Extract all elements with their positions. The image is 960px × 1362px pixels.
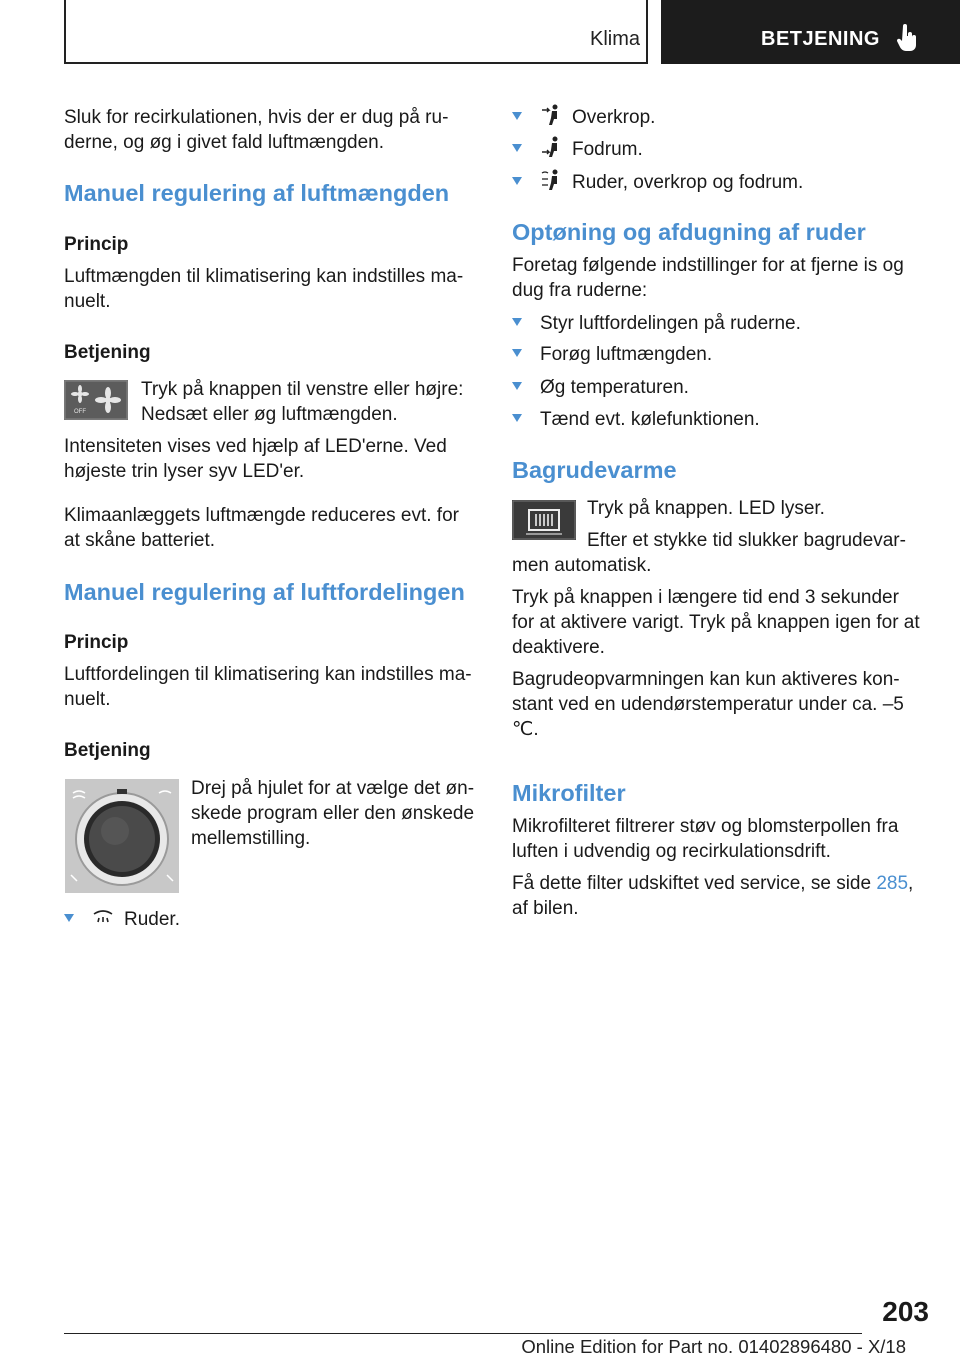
microfilter-p2 — [512, 871, 922, 921]
list-item — [512, 170, 803, 195]
subheading-betjening-2: Betjening — [64, 740, 151, 761]
subheading-betjening-1: Betjening — [64, 342, 151, 363]
intro-paragraph: Sluk for recirkulationen, hvis der er dug på ru‐derne, og øg i givet fald luftmængden. — [64, 107, 449, 153]
bullet-fodrum-label: Fodrum. — [572, 139, 643, 160]
bullet-triangle-icon — [512, 112, 522, 120]
windshield-icon — [92, 906, 114, 928]
list-item — [512, 342, 712, 367]
list-item — [512, 407, 760, 432]
heading-rear-window-heating: Bagrudevarme — [512, 457, 677, 483]
microfilter-p2-end: af bilen. — [512, 898, 579, 919]
fan-off-label: OFF — [74, 409, 86, 415]
heading-defrost: Optøning og afdugning af ruder — [512, 219, 866, 245]
footer-divider — [64, 1333, 862, 1334]
windshield-body-footwell-icon — [540, 169, 562, 191]
princip-1-text: Luftmængden til klimatisering kan indstilles ma‐nuelt. — [64, 266, 464, 312]
page-number: 203 — [882, 1296, 929, 1327]
chapter-title: BETJENING — [761, 28, 880, 50]
bullet-triangle-icon — [512, 349, 522, 357]
bullet-overkrop-label: Overkrop. — [572, 107, 656, 128]
bullet-triangle-icon — [512, 382, 522, 390]
betjening-1-text: Tryk på knappen til venstre eller højre: Nedsæt eller øg luftmængden. — [141, 379, 464, 425]
princip-2-text: Luftfordelingen til klimatisering kan indstilles ma‐nuelt. — [64, 664, 472, 710]
defrost-item-4: Tænd evt. kølefunktionen. — [540, 409, 760, 430]
fan-button-image — [64, 380, 128, 420]
subheading-princip-2: Princip — [64, 632, 129, 653]
rear-heating-p3: Tryk på knappen i længere tid end 3 sekunder for at aktivere varigt. Tryk på knappen igen for at deaktivere. — [512, 587, 920, 658]
defrost-item-2: Forøg luftmængden. — [540, 344, 713, 365]
defrost-item-1: Styr luftfordelingen på ruderne. — [540, 313, 801, 334]
bullet-triangle-icon — [64, 914, 74, 922]
led-paragraph: Intensiteten vises ved hjælp af LED'erne. Ved højeste trin lyser syv LED'er. — [64, 436, 447, 482]
hand-pointer-icon — [897, 24, 919, 57]
rear-heating-p1: Tryk på knappen. LED lyser. — [587, 498, 825, 519]
microfilter-p1: Mikrofilteret filtrerer støv og blomsterpollen fra luften i udvendig og recirkulationsdrift. — [512, 816, 899, 862]
header-section-title: Klima — [589, 28, 640, 50]
microfilter-p2-comma: , — [908, 873, 914, 894]
footer-edition-text: Online Edition for Part no. 01402896480 - X/18 — [521, 1336, 906, 1357]
battery-paragraph: Klimaanlæggets luftmængde reduceres evt. for at skåne batteriet. — [64, 505, 459, 551]
bullet-triangle-icon — [512, 414, 522, 422]
microfilter-p2-text: Få dette filter udskiftet ved service, se side — [512, 873, 877, 894]
list-item — [512, 137, 643, 162]
footwell-airflow-icon — [540, 136, 562, 158]
page-ref-link[interactable]: 285 — [876, 873, 909, 894]
rear-heating-p2: Efter et stykke tid slukker bagrudevar‐men automatisk. — [512, 530, 906, 576]
bullet-triangle-icon — [512, 177, 522, 185]
upper-body-airflow-icon — [540, 104, 562, 126]
rear-heating-p4: Bagrudeopvarmningen kan kun aktiveres kon‐stant ved en udendørstemperatur under ca. –5 ℃. — [512, 669, 904, 740]
list-item — [512, 105, 655, 130]
bullet-all-label: Ruder, overkrop og fodrum. — [572, 172, 804, 193]
bullet-triangle-icon — [512, 318, 522, 326]
distribution-dial-image — [65, 779, 179, 893]
bullet-ruder-label: Ruder. — [124, 909, 180, 930]
heading-microfilter: Mikrofilter — [512, 780, 626, 806]
list-item — [512, 375, 689, 400]
defrost-item-3: Øg temperaturen. — [540, 377, 689, 398]
bullet-triangle-icon — [512, 144, 522, 152]
heading-air-distribution: Manuel regulering af luftfordelingen — [64, 579, 465, 605]
betjening-2-text: Drej på hjulet for at vælge det øn‐skede program eller den ønskede mellemstilling. — [191, 778, 475, 849]
defrost-intro: Foretag følgende indstillinger for at fjerne is og dug fra ruderne: — [512, 255, 904, 301]
list-item — [64, 907, 180, 932]
subheading-princip-1: Princip — [64, 234, 129, 255]
heading-air-volume: Manuel regulering af luftmængden — [64, 180, 450, 206]
header-chapter-tab — [661, 0, 960, 64]
list-item — [512, 311, 801, 336]
header-left-box — [64, 0, 648, 64]
